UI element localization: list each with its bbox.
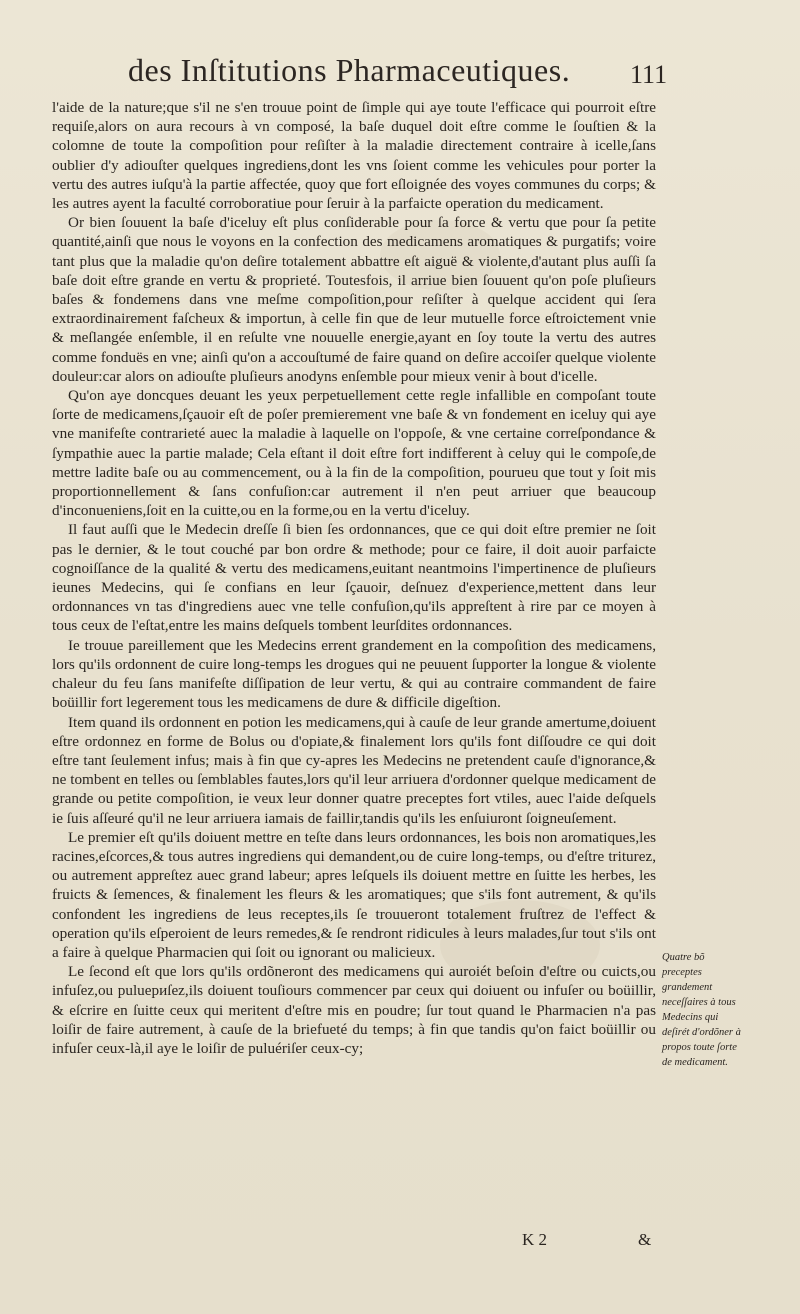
- marginal-note: Quatre bõ preceptes grandement neceſſaires à tous Medecins qui deſirét d'ordõner à propos toute ſorte de medicament.: [662, 952, 741, 1068]
- paragraph: Or bien ſouuent la baſe d'iceluy eſt plus conſiderable pour ſa force & vertu que pour ſa petite quantité,ainſi que nous le voyons en la confection des medicamens aromatiques & purgatifs; voire tant plus que la maladie qu'on deſire totalement abbattre eſt aiguë & violente,d'autant plus auſſi ſa baſe doit eſtre grande en vertu & proprieté. Toutesfois, il arriue bien ſouuent qu'on poſe pluſieurs baſes & fondemens dans vne meſme compoſition,pour reſiſter à quelque accident qui ſera extraordinairement faſcheux & importun, à celle fin que de leur mutuelle force eſtroictement vnie & meſlangée enſemble, il en reſulte vne nouuelle energie,ayant en ſoy toute la vertu des autres comme fonduës en vne; ainſi qu'on a accouſtumé de faire quand on deſire accoiſer quelque violente douleur:car alors on adiouſte pluſieurs anodyns enſemble pour mieux venir à bout d'icelle.: [52, 214, 656, 385]
- page-number: 111: [630, 60, 668, 89]
- running-title: des Inſtitutions Pharmaceutiques.: [128, 52, 571, 88]
- paragraph: l'aide de la nature;que s'il ne s'en trouue point de ſimple qui aye toute l'efficace qui pourroit eſtre requiſe,alors on aura recours à vn composé, la baſe duquel doit eſtre comme le ſouſtien & la colomne de toute la compoſition pour reſiſter à la maladie directement contraire à icelle,ſans oublier d'y adiouſter quelques ingrediens,dont les vns ſoient comme les vehicules pour porter la vertu des autres iuſqu'à la partie affectée, quoy que fort eſloignée des voyes communes du corps; & les autres ayent la faculté corroboratiue pour ſeruir à la parfaicte operation du medicament.: [52, 99, 656, 213]
- page-header: [0, 52, 800, 102]
- paragraph: Le ſecond eſt que lors qu'ils ordõneront des medicamens qui auroiét beſoin d'eſtre ou cuicts,ou infuſez,ou puluериſez,ils doiuent touſiours commencer par ceux qui doiuent ou infuſer ou boüillir, & eſcrire en ſuitte ceux qui meritent d'eſtre mis en poudre; ſur tout quand le Pharmacien n'a pas loiſir de faire autrement, à cauſe de la briefueté du temps; à fin que tandis qu'on faict boüillir ou infuſer ceux-là,il aye le loiſir de puluériſer ceux-cy;: [52, 963, 656, 1057]
- paragraph: Qu'on aye doncques deuant les yeux perpetuellement cette regle infallible en compoſant toute ſorte de medicamens,ſçauoir eſt de poſer premierement vne baſe & vn fondement en iceluy qui aye vne manifeſte contrarieté auec la maladie à laquelle on l'oppoſe, & vne certaine correſpondance & ſympathie auec la partie malade; Cela eſtant il doit eſtre fort indifferent à celuy qui le compoſe,de mettre ladite baſe ou au commencement, ou à la fin de la compoſition, pourueu que tout y ſoit mis proportionnellement & ſans confuſion:car autrement il n'en peut arriuer que beaucoup d'inconueniens,ſoit en la cuitte,ou en la forme,ou en la vertu d'iceluy.: [52, 387, 656, 520]
- paragraph: Item quand ils ordonnent en potion les medicamens,qui à cauſe de leur grande amertume,doiuent eſtre ordonnez en forme de Bolus ou d'opiate,& finalement lors qu'ils font diſſoudre ce qui doit eſtre tant ſeulement infus; mais à fin que cy-apres les Medecins ne pretendent cauſe d'ignorance,& ne tombent en telles ou ſemblables fautes,lors qu'il leur arriuera d'ordonner quelque medicament de grande ou petite compoſition, ie veux leur donner quatre preceptes fort vtiles, auec l'aide deſquels ie ſuis aſſeuré qu'il ne leur arriuera iamais de faillir,tandis qu'ils les enſuiuront ſoigneuſement.: [52, 713, 656, 827]
- paragraph: Le premier eſt qu'ils doiuent mettre en teſte dans leurs ordonnances, les bois non aromatiques,les racines,eſcorces,& tous autres ingrediens qui demandent,ou de cuire long-temps, ou d'eſtre triturez, ou autrement appreſtez auec grand labeur; apres leſquels ils doiuent mettre en ſuitte les herbes, les fruicts & ſemences, & finalement les fleurs & les aromatiques; que s'ils font autrement, & qu'ils confondent les ingrediens de leus receptes,ils ſe trouueront totalement fruſtrez de l'effect & operation qu'ils eſperoient de leurs remedes,& ſe rendront ridicules à leurs malades,ſur tout s'ils ont a faire à quelque Pharmacien qui ſoit ou ignorant ou malicieux.: [52, 828, 656, 961]
- catchword: &: [638, 1230, 652, 1249]
- paragraph: Ie trouue pareillement que les Medecins errent grandement en la compoſition des medicamens, lors qu'ils ordonnent de cuire long-temps les drogues qui ne peuuent ſupporter la longue & violente chaleur du feu ſans manifeſte diſſipation de leur vertu, & qui au contraire commandent de faire boüillir fort legerement tous les medicamens de dure & difficile digeſtion.: [52, 636, 656, 712]
- paragraph: Il faut auſſi que le Medecin dreſſe ſi bien ſes ordonnances, que ce qui doit eſtre premier ne ſoit pas le dernier, & le tout couché par bon ordre & methode; pour ce faire, il doit auoir parfaicte cognoiſſance de la qualité & vertu des medicamens,euitant neantmoins l'impertinence de pluſieurs ieunes Medecins, qui ſe confians en leur ſçauoir, deſnuez d'experience,mettent dans leur ordonnances vn tas d'ingrediens auec vne telle confuſion,qu'ils appreſtent à rire par ce moyen à tous ceux de l'eſtat,entre les mains deſquels tombent leurſdites ordonnances.: [52, 521, 656, 635]
- body-text: [52, 98, 656, 1058]
- signature-mark: K 2: [522, 1230, 548, 1249]
